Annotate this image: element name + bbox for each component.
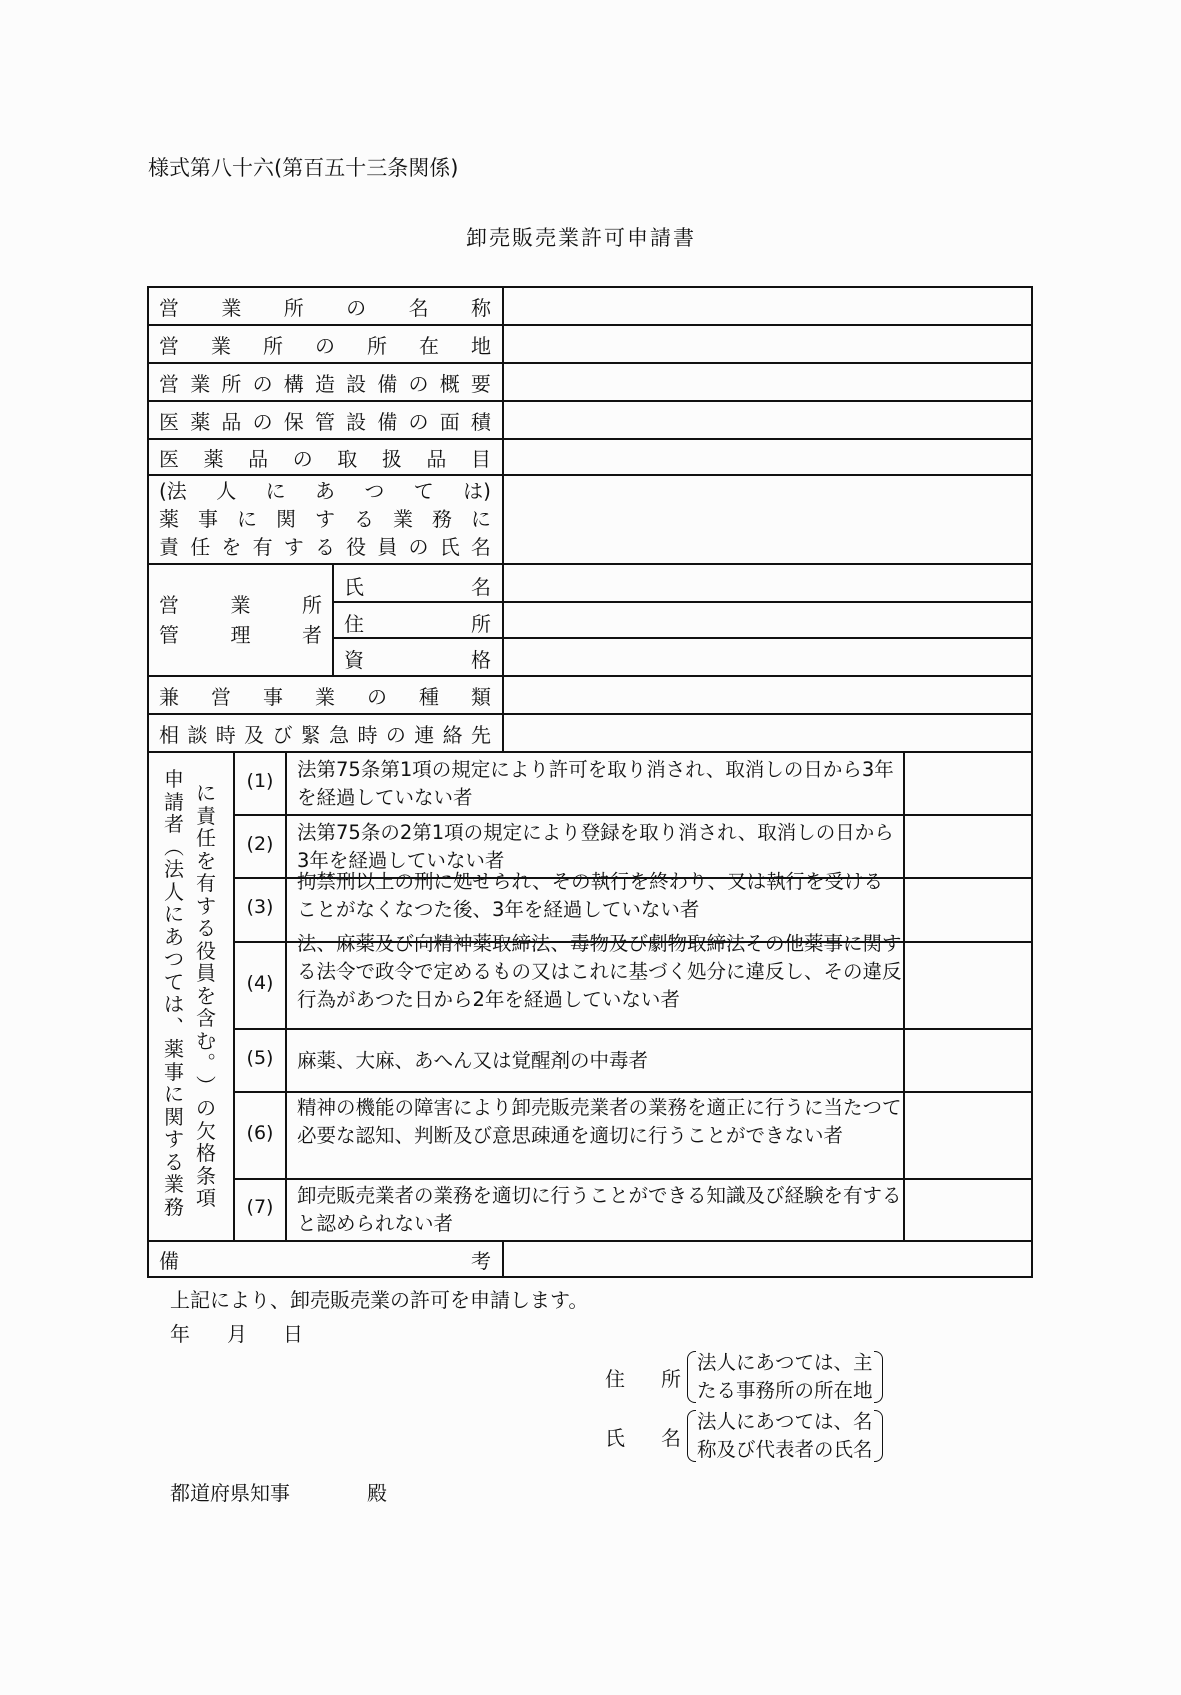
disqualification-clause: 卸売販売業者の業務を適切に行うことができる知識及び経験を有すると認められない者 xyxy=(297,1184,902,1235)
field-remarks[interactable] xyxy=(504,1242,1031,1276)
field-office-structure[interactable] xyxy=(504,364,1031,400)
document-title: 卸売販売業許可申請書 xyxy=(466,226,696,250)
label-concurrent-business: 兼 営 事 業 の 種 類 xyxy=(159,684,491,709)
label-emergency-contact: 相 談 時 及 び 緊 急 時 の 連 絡 先 xyxy=(159,722,491,747)
label-manager-qualification: 資 格 xyxy=(344,648,491,672)
disqualification-check-field[interactable] xyxy=(905,816,1031,877)
disqualification-check-field[interactable] xyxy=(905,1030,1031,1091)
label-office-location: 営 業 所 の 所 在 地 xyxy=(159,333,491,358)
item-number: (3) xyxy=(246,896,274,918)
field-responsible-officers[interactable] xyxy=(504,476,1031,563)
disqualification-check-field[interactable] xyxy=(905,879,1031,941)
disqualification-check-field[interactable] xyxy=(905,753,1031,814)
applicant-address xyxy=(605,1349,883,1405)
label-applicant-name: 氏 名 xyxy=(605,1425,681,1450)
label-office-structure: 営 業 所 の 構 造 設 備 の 概 要 xyxy=(159,371,491,396)
label-storage-area: 医 薬 品 の 保 管 設 備 の 面 積 xyxy=(159,409,491,434)
item-number: (2) xyxy=(246,832,274,855)
date-day: 日 xyxy=(283,1322,303,1346)
disqualification-clause: 法第75条の2第1項の規定により登録を取り消され、取消しの日から3年を経過していない者 xyxy=(297,820,894,872)
label-office-name: 営 業 所 の 名 称 xyxy=(159,295,491,320)
address-note: 法人にあつては、主 たる事務所の所在地 xyxy=(687,1349,883,1405)
label-office-manager: 営 業 所 管 理 者 xyxy=(159,593,322,647)
field-manager-address[interactable] xyxy=(504,603,1031,637)
label-remarks: 備 考 xyxy=(159,1248,491,1273)
item-number: (4) xyxy=(246,971,274,994)
application-statement: 上記により、卸売販売業の許可を申請します。 xyxy=(170,1288,589,1312)
field-concurrent-business[interactable] xyxy=(504,677,1031,713)
field-manager-name[interactable] xyxy=(504,565,1031,601)
label-handled-items: 医 薬 品 の 取 扱 品 目 xyxy=(159,446,491,471)
disqualification-clause: 法、麻薬及び向精神薬取締法、毒物及び劇物取締法その他薬事に関する法令で政令で定めるもの又はこれに基づく処分に違反し、その違反行為があつた日から2年を経過していない者 xyxy=(297,931,902,1011)
label-applicant-address: 住 所 xyxy=(605,1366,681,1391)
field-manager-qualification[interactable] xyxy=(504,639,1031,675)
field-emergency-contact[interactable] xyxy=(504,715,1031,751)
label-responsible-officers: (法 人 に あ つ て は) 薬 事 に 関 す る 業 務 に 責 任 を 有 す る 役 員 の 氏 名 xyxy=(159,479,491,559)
disqualification-label-col1: 申 請 者 ︵ 法 人 に あ つ て は ︑ 薬 事 に 関 す る 業 務 xyxy=(164,767,184,1219)
item-number: (5) xyxy=(246,1046,274,1069)
application-table xyxy=(147,286,1033,1278)
applicant-name xyxy=(605,1408,883,1464)
item-number: (7) xyxy=(246,1196,274,1218)
date-month: 月 xyxy=(227,1322,247,1346)
label-manager-address: 住 所 xyxy=(344,612,491,636)
field-office-location[interactable] xyxy=(504,326,1031,362)
form-number: 様式第八十六(第百五十三条関係) xyxy=(148,156,459,180)
disqualification-label-col2: に 責 任 を 有 す る 役 員 を 含 む ︒ ︶ の 欠 格 条 項 xyxy=(196,781,216,1210)
honorific: 殿 xyxy=(367,1481,387,1505)
disqualification-check-field[interactable] xyxy=(905,943,1031,1028)
disqualification-clause: 法第75条第1項の規定により許可を取り消され、取消しの日から3年を経過していない者 xyxy=(297,757,894,809)
disqualification-check-field[interactable] xyxy=(905,1180,1031,1240)
label-manager-name: 氏 名 xyxy=(344,575,491,599)
item-number: (6) xyxy=(246,1121,274,1144)
field-storage-area[interactable] xyxy=(504,402,1031,438)
item-number: (1) xyxy=(246,769,274,792)
addressee: 都道府県知事 xyxy=(170,1481,290,1505)
disqualification-clause: 精神の機能の障害により卸売販売業者の業務を適正に行うに当たつて必要な認知、判断及び意思疎通を適切に行うことができない者 xyxy=(297,1095,902,1147)
disqualification-check-field[interactable] xyxy=(905,1093,1031,1178)
field-handled-items[interactable] xyxy=(504,440,1031,474)
field-office-name[interactable] xyxy=(504,288,1031,324)
date-year: 年 xyxy=(170,1322,190,1346)
name-note: 法人にあつては、名 称及び代表者の氏名 xyxy=(687,1408,883,1464)
disqualification-clause: 拘禁刑以上の刑に処せられ、その執行を終わり、又は執行を受けることがなくなつた後、3年を経過していない者 xyxy=(297,870,884,921)
disqualification-clause: 麻薬、大麻、あへん又は覚醒剤の中毒者 xyxy=(297,1048,649,1072)
